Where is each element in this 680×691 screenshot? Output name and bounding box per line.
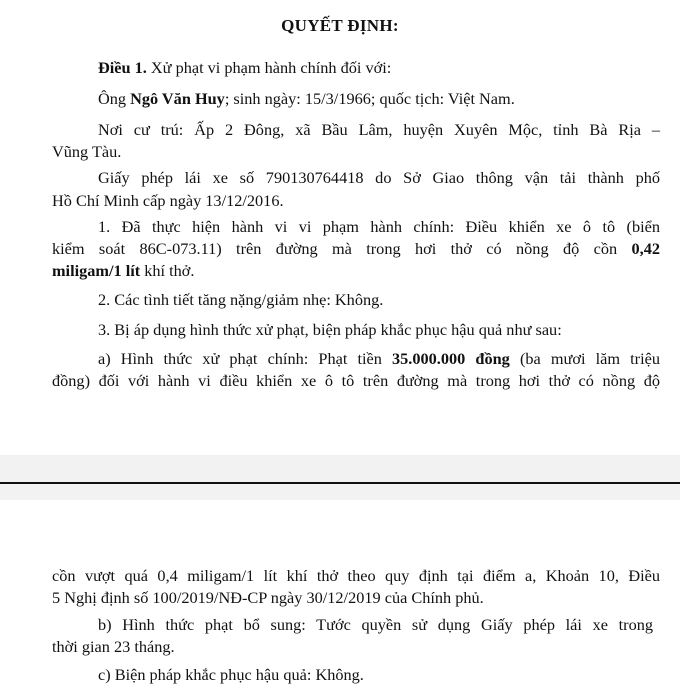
item-1-line-2 (52, 237, 660, 261)
item-1-line-1: 1. Đã thực hiện hành vi vi phạm hành chính: Điều khiển xe ô tô (biển (98, 217, 660, 236)
item-3: 3. Bị áp dụng hình thức xử phạt, biện pháp khắc phục hậu quả như sau: (98, 320, 562, 339)
violator-name: Ngô Văn Huy (130, 89, 225, 108)
item-1-line-3 (52, 259, 194, 283)
article-1-label: Điều 1. (98, 58, 147, 77)
page-divider (0, 482, 680, 484)
violator-prefix: Ông (98, 89, 131, 108)
license-line-1: Giấy phép lái xe số 790130764418 do Sở Giao thông vận tải thành phố (98, 168, 660, 187)
item-1-line-2-text: kiểm soát 86C-073.11) trên đường mà trong hơi thở có nồng độ cồn (52, 239, 632, 258)
fine-amount: 35.000.000 đồng (392, 349, 510, 368)
item-3b-line-2: thời gian 23 tháng. (52, 637, 175, 656)
item-1-line-3-text: khí thở. (140, 261, 195, 280)
continued-line-2: 5 Nghị định số 100/2019/NĐ-CP ngày 30/12/2019 của Chính phủ. (52, 588, 484, 607)
page-gap (0, 455, 680, 500)
article-1-text: Xử phạt vi phạm hành chính đối với: (146, 58, 392, 77)
violator-details: ; sinh ngày: 15/3/1966; quốc tịch: Việt Nam. (224, 89, 515, 108)
continued-line-1: cồn vượt quá 0,4 miligam/1 lít khí thở theo quy định tại điểm a, Khoản 10, Điều (52, 566, 660, 585)
item-2: 2. Các tình tiết tăng nặng/giảm nhẹ: Không. (98, 290, 384, 309)
article-1-heading (98, 56, 391, 80)
residence-line-1: Nơi cư trú: Ấp 2 Đông, xã Bầu Lâm, huyện Xuyên Mộc, tỉnh Bà Rịa – (98, 120, 660, 139)
document-page-bottom (0, 500, 680, 691)
alcohol-level: 0,42 (631, 239, 660, 258)
item-3a-line-2: đồng) đối với hành vi điều khiển xe ô tô trên đường mà trong hơi thở có nồng độ (52, 371, 660, 390)
license-line-2: Hồ Chí Minh cấp ngày 13/12/2016. (52, 191, 284, 210)
decision-title: QUYẾT ĐỊNH: (281, 16, 399, 35)
violator-line (98, 87, 515, 111)
residence-line-2: Vũng Tàu. (52, 142, 122, 161)
item-3c: c) Biện pháp khắc phục hậu quả: Không. (98, 665, 364, 684)
item-3a-line-1 (98, 347, 660, 371)
item-3a-line-1-text: a) Hình thức xử phạt chính: Phạt tiền (98, 349, 393, 368)
item-3a-line-1-tail: (ba mươi lăm triệu (509, 349, 660, 368)
item-3b-line-1: b) Hình thức phạt bổ sung: Tước quyền sử dụng Giấy phép lái xe trong (98, 615, 653, 634)
alcohol-unit: miligam/1 lít (52, 261, 141, 280)
